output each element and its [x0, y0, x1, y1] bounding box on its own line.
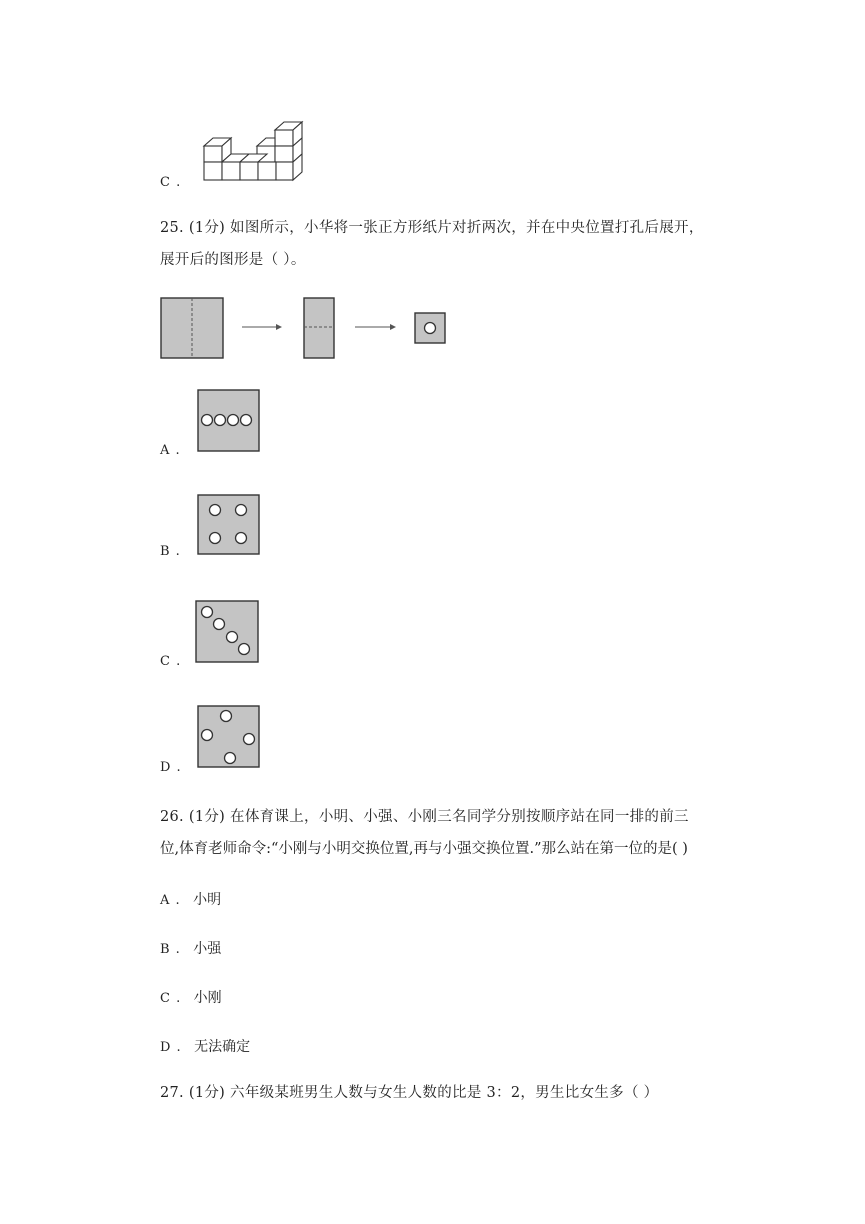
q25-question-line2: 展开后的图形是（ ）。: [160, 252, 306, 268]
q26-option-b[interactable]: [160, 938, 221, 958]
q26-option-c-text: 小刚: [193, 990, 222, 1006]
q27-question-line1: 27. (1分) 六年级某班男生人数与女生人数的比是 3：2，男生比女生多（ ）: [160, 1085, 659, 1101]
q26-option-d-label: D .: [160, 1040, 182, 1055]
q25-option-c-figure[interactable]: [195, 600, 259, 664]
q26-question-line2: 位,体育老师命令:“小刚与小明交换位置,再与小强交换位置.”那么站在第一位的是( ): [160, 841, 688, 857]
q25-option-a-figure[interactable]: [197, 389, 261, 453]
q26-option-b-label: B .: [160, 942, 181, 957]
q25-option-b-label[interactable]: B .: [160, 544, 181, 559]
q25-option-b-figure[interactable]: [197, 494, 261, 556]
q25-fold-diagram: [160, 296, 450, 360]
q26-option-b-text: 小强: [193, 941, 222, 957]
q25-question-line1: 25. (1分) 如图所示，小华将一张正方形纸片对折两次，并在中央位置打孔后展开，: [160, 220, 704, 236]
q25-option-d-label[interactable]: D .: [160, 760, 182, 775]
q25-option-d-figure[interactable]: [197, 705, 261, 769]
q24-option-c-label: C .: [160, 175, 182, 190]
q26-question-line1: 26. (1分) 在体育课上，小明、小强、小刚三名同学分别按顺序站在同一排的前三: [160, 809, 689, 825]
q26-option-d-text: 无法确定: [194, 1039, 251, 1055]
q26-option-a[interactable]: [160, 889, 221, 909]
q26-option-d[interactable]: [160, 1036, 250, 1056]
q26-option-a-label: A .: [160, 893, 181, 908]
q25-option-c-label[interactable]: C .: [160, 654, 182, 669]
q25-option-a-label[interactable]: A .: [160, 443, 181, 458]
q26-option-a-text: 小明: [193, 892, 222, 908]
q24-cube-figure: [200, 118, 310, 186]
q26-option-c-label: C .: [160, 991, 182, 1006]
q26-option-c[interactable]: [160, 987, 222, 1007]
